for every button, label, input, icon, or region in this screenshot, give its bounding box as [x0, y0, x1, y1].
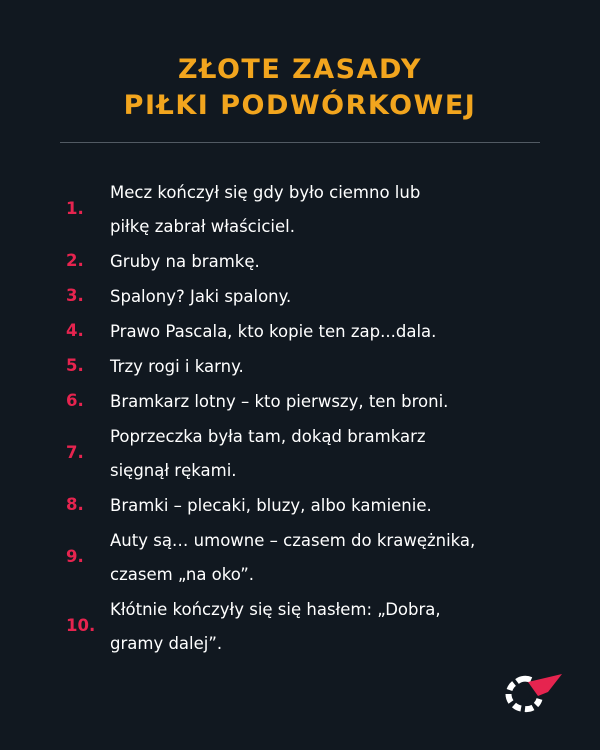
rule-number: 5.: [66, 356, 84, 375]
rule-text: czasem „na oko”.: [110, 565, 255, 584]
divider: [60, 142, 540, 143]
rule-text: Bramkarz lotny – kto pierwszy, ten broni.: [110, 392, 449, 411]
rule-text: Bramki – plecaki, bluzy, albo kamienie.: [110, 496, 432, 515]
brand-logo-icon: [500, 668, 566, 716]
rule-text: Mecz kończył się gdy było ciemno lub: [110, 183, 421, 202]
rule-text: Gruby na bramkę.: [110, 252, 260, 271]
rule-text: gramy dalej”.: [110, 634, 223, 653]
rule-number: 4.: [66, 321, 84, 340]
rule-number: 2.: [66, 251, 84, 270]
rule-text: Auty są… umowne – czasem do krawężnika,: [110, 531, 476, 550]
title-line-2: PIŁKI PODWÓRKOWEJ: [123, 90, 477, 121]
rule-text: sięgnął rękami.: [110, 461, 237, 480]
rule-text: Trzy rogi i karny.: [110, 357, 244, 376]
rule-text: Spalony? Jaki spalony.: [110, 287, 292, 306]
rule-text: Prawo Pascala, kto kopie ten zap...dala.: [110, 322, 437, 341]
rule-text: piłkę zabrał właściciel.: [110, 217, 295, 236]
rule-number: 6.: [66, 391, 84, 410]
title-line-1: ZŁOTE ZASADY: [178, 54, 422, 85]
rule-number: 9.: [66, 547, 84, 566]
rule-number: 10.: [66, 616, 96, 635]
rule-number: 8.: [66, 495, 84, 514]
rule-number: 3.: [66, 286, 84, 305]
rule-number: 7.: [66, 443, 84, 462]
rule-number: 1.: [66, 199, 84, 218]
rule-text: Poprzeczka była tam, dokąd bramkarz: [110, 427, 426, 446]
rule-text: Kłótnie kończyły się się hasłem: „Dobra,: [110, 600, 441, 619]
